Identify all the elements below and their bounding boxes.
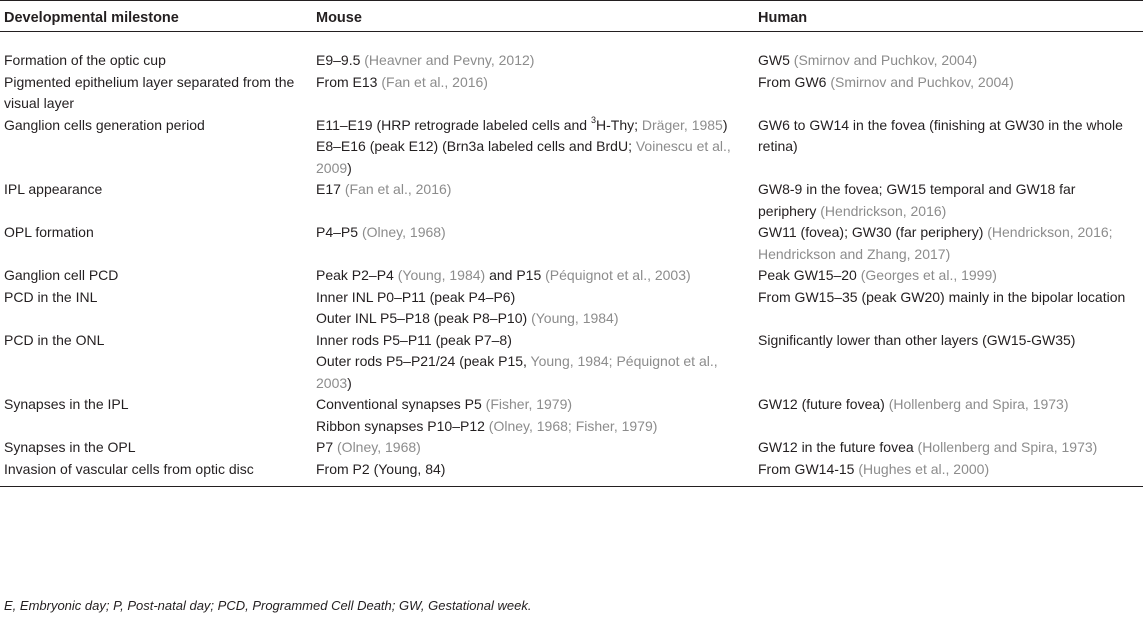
milestone-cell: PCD in the ONL <box>4 331 105 348</box>
milestone-cell: PCD in the INL <box>4 288 98 305</box>
citation: (Péquignot et al., 2003) <box>545 267 691 283</box>
human-cell <box>754 32 1143 72</box>
citation: (Hughes et al., 2000) <box>858 460 990 477</box>
milestone-cell: IPL appearance <box>4 181 103 197</box>
human-cell-line <box>758 265 1137 287</box>
mouse-cell <box>312 287 754 330</box>
mouse-cell-line <box>316 416 748 438</box>
table-footnote: E, Embryonic day; P, Post-natal day; PCD, Programmed Cell Death; GW, Gestational week. <box>4 598 532 613</box>
cell-text: GW6 to GW14 in the fovea (finishing at GW30 in the whole retina) <box>758 116 1123 154</box>
cell-text: Outer rods P5–P21/24 (peak P15, <box>316 353 531 369</box>
cell-text: Ribbon synapses P10–P12 <box>316 417 489 434</box>
cell-text: GW11 (fovea); GW30 (far periphery) <box>758 224 988 240</box>
cell-text: ) <box>347 159 352 176</box>
human-cell <box>754 394 1143 437</box>
milestone-cell: Synapses in the IPL <box>4 396 129 412</box>
human-cell-line <box>758 50 1137 72</box>
mouse-cell-line <box>316 222 748 244</box>
human-cell-line <box>758 72 1137 94</box>
mouse-cell-line <box>316 351 748 394</box>
cell-text: Significantly lower than other layers (GW15-GW35) <box>758 331 1076 348</box>
header-milestone: Developmental milestone <box>0 1 312 32</box>
milestone-cell: Invasion of vascular cells from optic disc <box>0 459 312 487</box>
cell-text: E11–E19 (HRP retrograde labeled cells and <box>316 116 591 133</box>
header-mouse: Mouse <box>312 1 754 32</box>
cell-text: P4–P5 <box>316 224 362 240</box>
cell-text: Outer INL P5–P18 (peak P8–P10) <box>316 310 532 326</box>
citation: (Hollenberg and Spira, 1973) <box>917 439 1098 455</box>
citation: Voinescu et al., 2009 <box>316 138 731 176</box>
table-row <box>0 394 1143 437</box>
human-cell <box>754 222 1143 265</box>
cell-text: H-Thy; <box>596 116 642 133</box>
milestone-cell: Ganglion cells generation period <box>4 116 205 133</box>
table-row <box>0 287 1143 330</box>
mouse-cell-line <box>316 136 748 179</box>
cell-text: From GW14-15 <box>758 460 859 477</box>
table-row <box>0 437 1143 459</box>
cell-text: ) <box>347 374 352 391</box>
human-cell-line <box>758 459 1137 481</box>
cell-text: E9–9.5 <box>316 52 365 68</box>
cell-text: GW12 (future fovea) <box>758 396 889 412</box>
cell-text: P7 <box>316 439 338 455</box>
mouse-cell-line <box>316 265 748 287</box>
milestone-cell: Formation of the optic cup <box>4 52 166 68</box>
mouse-cell-line <box>316 287 748 309</box>
table-row <box>0 459 1143 487</box>
citation: (Young, 1984) <box>397 267 486 283</box>
cell-text: GW5 <box>758 52 794 68</box>
milestone-cell: Synapses in the OPL <box>4 439 136 455</box>
human-cell-line <box>758 287 1137 309</box>
citation: (Fan et al., 2016) <box>344 181 452 197</box>
citation: (Young, 1984) <box>531 310 619 326</box>
cell-text: Peak GW15–20 <box>758 267 861 283</box>
mouse-cell-line <box>316 394 748 416</box>
table-row <box>0 32 1143 72</box>
mouse-cell <box>312 437 754 459</box>
human-cell-line <box>758 330 1137 352</box>
cell-text: Inner INL P0–P11 (peak P4–P6) <box>316 288 516 305</box>
human-cell-line <box>758 437 1137 459</box>
human-cell <box>754 72 1143 115</box>
citation: (Hendrickson, 2016; Hendrickson and Zhang, 2017) <box>758 224 1113 262</box>
mouse-cell <box>312 330 754 395</box>
citation: (Smirnov and Puchkov, 2004) <box>830 73 1014 90</box>
mouse-cell <box>312 179 754 222</box>
header-human: Human <box>754 1 1143 32</box>
cell-text: and P15 <box>485 267 546 283</box>
cell-text: From GW6 <box>758 73 831 90</box>
mouse-cell-line <box>316 459 748 481</box>
table-row <box>0 179 1143 222</box>
cell-text: GW12 in the future fovea <box>758 439 918 455</box>
human-cell <box>754 330 1143 395</box>
cell-text: From GW15–35 (peak GW20) mainly in the bipolar location <box>758 288 1126 305</box>
mouse-cell <box>312 32 754 72</box>
citation: (Fisher, 1979) <box>485 396 573 412</box>
cell-text: From P2 (Young, 84) <box>316 460 446 477</box>
cell-text: Inner rods P5–P11 (peak P7–8) <box>316 331 512 348</box>
table-row <box>0 222 1143 265</box>
citation: (Olney, 1968) <box>337 439 421 455</box>
mouse-cell-line <box>316 179 748 201</box>
mouse-cell-line <box>316 308 748 330</box>
table-row <box>0 330 1143 395</box>
human-cell <box>754 115 1143 180</box>
citation: (Hollenberg and Spira, 1973) <box>888 396 1069 412</box>
citation: (Olney, 1968) <box>361 224 446 240</box>
mouse-cell-line <box>316 115 748 137</box>
cell-text: E17 <box>316 181 345 197</box>
mouse-cell-line <box>316 72 748 94</box>
cell-text: ) <box>722 116 728 133</box>
human-cell-line <box>758 394 1137 416</box>
superscript: 3 <box>590 114 596 125</box>
human-cell <box>754 459 1143 487</box>
citation: (Hendrickson, 2016) <box>820 202 947 219</box>
cell-text: Peak P2–P4 <box>316 267 398 283</box>
table-row <box>0 265 1143 287</box>
milestone-cell: OPL formation <box>4 224 94 240</box>
human-cell <box>754 265 1143 287</box>
milestone-cell: Ganglion cell PCD <box>4 267 119 283</box>
mouse-cell-line <box>316 437 748 459</box>
table-row <box>0 72 1143 115</box>
human-cell-line <box>758 222 1137 265</box>
mouse-cell <box>312 265 754 287</box>
human-cell <box>754 437 1143 459</box>
citation: Young, 1984; Péquignot et al., 2003 <box>316 353 718 391</box>
mouse-cell <box>312 394 754 437</box>
cell-text: E8–E16 (peak E12) (Brn3a labeled cells and BrdU; <box>316 138 636 154</box>
table-body <box>0 32 1143 487</box>
table-row <box>0 115 1143 180</box>
cell-text: Conventional synapses P5 <box>316 396 486 412</box>
cell-text: From E13 <box>316 73 382 90</box>
cell-text: GW8-9 in the fovea; GW15 temporal and GW18 far periphery <box>758 181 1076 219</box>
citation: (Olney, 1968; Fisher, 1979) <box>488 417 658 434</box>
mouse-cell <box>312 115 754 180</box>
human-cell-line <box>758 179 1137 222</box>
mouse-cell-line <box>316 50 748 72</box>
mouse-cell <box>312 459 754 487</box>
citation: (Heavner and Pevny, 2012) <box>364 52 535 68</box>
human-cell <box>754 287 1143 330</box>
human-cell-line <box>758 115 1137 158</box>
citation: (Georges et al., 1999) <box>860 267 997 283</box>
citation: Dräger, 1985 <box>641 116 723 133</box>
mouse-cell-line <box>316 330 748 352</box>
human-cell <box>754 179 1143 222</box>
milestone-cell: Pigmented epithelium layer separated from the visual layer <box>4 73 295 111</box>
citation: (Fan et al., 2016) <box>381 73 488 90</box>
table-header <box>0 1 1143 32</box>
mouse-cell <box>312 222 754 265</box>
mouse-cell <box>312 72 754 115</box>
citation: (Smirnov and Puchkov, 2004) <box>793 52 978 68</box>
